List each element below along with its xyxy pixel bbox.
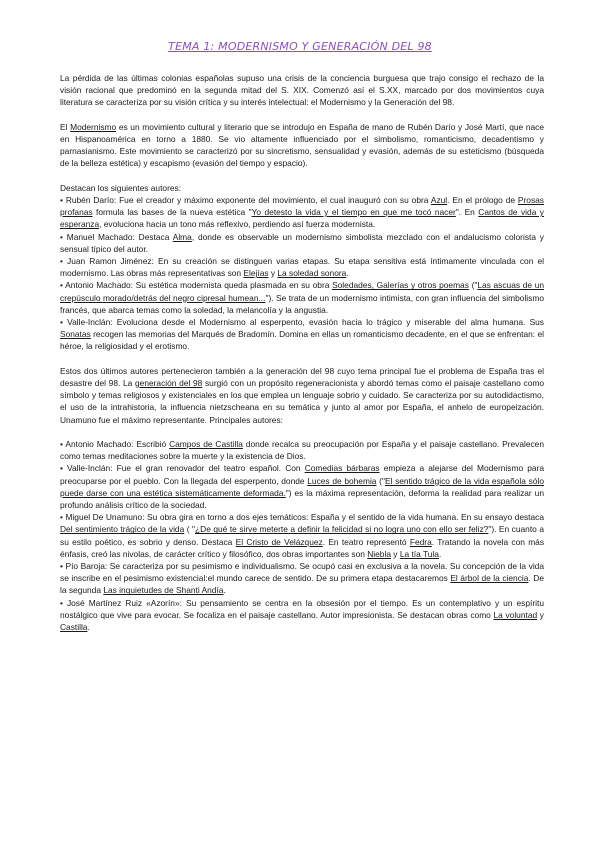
text-run: es un movimiento cultural y literario que se introdujo en España de mano de Rubén Darío y José Martí, que nace en Hispanoamérica en torno a 1880. Se vio altamente influenciado por el simbolismo, romanticismo, decadentismo y parnasianismo. Este movimiento se caracterizó por su sincretismo, sensualidad y evasión, además de su esteticismo (búsqueda de la belleza estética) y escapismo (evasión del tiempo y espacio). bbox=[60, 121, 545, 169]
text-run: (" bbox=[376, 475, 385, 486]
author-item-valle-inclan bbox=[60, 316, 544, 353]
work-title: Prosas profanas bbox=[60, 195, 544, 218]
work-title: Comedias bárbaras bbox=[304, 463, 380, 474]
text-run: . bbox=[223, 585, 226, 596]
author-item-azorin bbox=[60, 597, 544, 634]
author-item-valle-inclan-98 bbox=[60, 462, 544, 511]
text-run: recogen las memorias del Marqués de Bradomín. Domina en ellas un romanticismo decadente, en el que se enfrentan: el héroe, la religiosidad y el erotismo. bbox=[60, 329, 544, 352]
author-item-antonio-machado-98 bbox=[60, 438, 544, 462]
text-run: • Manuel Machado: Destaca bbox=[60, 231, 173, 242]
text-run: • Valle-Inclán: Evoluciona desde el Modernismo al esperpento, evasión hacia lo trágico y miserable del alma humana. Sus bbox=[60, 317, 544, 328]
work-title: Sonatas bbox=[60, 329, 91, 340]
work-title: La voluntad bbox=[493, 609, 538, 620]
work-title: Las inquietudes de Shanti Andía bbox=[103, 585, 224, 596]
text-run: "). Se trata de un modernismo intimista, con gran influencia del simbolismo francés, que abarca temas como la soledad, la melancolía y la angustia. bbox=[60, 292, 544, 315]
quote: ¿De qué te sirve meterte a definir la felicidad si no logra uno con ello ser feliz? bbox=[195, 524, 489, 535]
quote: Las ascuas de un crepúsculo morado/detrás del negro cipresal humean... bbox=[60, 280, 545, 303]
text-run: • Juan Ramon Jiménez: En su creación se distinguen varias etapas. Su etapa sensitiva está íntimamente vinculada con el modernismo. Las obras más representativas son bbox=[60, 256, 544, 279]
work-title: El Cristo de Velázquez bbox=[235, 536, 323, 547]
text-run: ( " bbox=[184, 524, 196, 535]
text-run: donde recalca su preocupación por España y el paisaje castellano. Prevalecen como temas meditaciones sobre la muerte y la existencia de Dios. bbox=[60, 439, 544, 462]
work-title: El árbol de la ciencia bbox=[450, 573, 529, 584]
text-run: • José Martínez Ruiz «Azorín»: Su pensamiento se centra en la obsesión por el tiempo. Es un contemplativo y un espíritu nostálgico que vive para evocar. Se focaliza en el paisaje castellano. Autor impresionista. Se destacan obras como bbox=[60, 597, 544, 620]
work-title: Elejías bbox=[243, 268, 269, 279]
text-run: y bbox=[390, 548, 400, 559]
generation-98-paragraph bbox=[60, 365, 544, 426]
generation-98-authors-block bbox=[60, 438, 544, 633]
quote: El sentido trágico de la vida española sólo puede darse con una estética sistemáticamente deformada. bbox=[60, 475, 544, 498]
author-item-baroja bbox=[60, 560, 544, 597]
text-run: . En el prólogo de bbox=[447, 195, 518, 205]
document-title: TEMA 1: MODERNISMO Y GENERACIÓN DEL 98 bbox=[168, 40, 432, 53]
work-title: Niebla bbox=[367, 548, 391, 559]
text-run: • Antonio Machado: Su estética modernista queda plasmada en su obra bbox=[60, 280, 333, 291]
underlined-term: generación del 98 bbox=[135, 378, 203, 389]
text-run: . bbox=[346, 268, 349, 279]
text-run: y bbox=[268, 268, 278, 279]
work-title: Azul bbox=[430, 195, 448, 205]
text-run: surgió con un propósito regeneracionista y abordó temas como el paisaje castellano como símbolo y temas religiosos y existenciales en los que emplea un lenguaje sobrio y cuidado. Se caracteriza por su autodidactismo, el uso de la intrahistoria, la influencia nietzscheana en su temática y junto al amor por España, el anhelo de europeización. Unamuno fue el máximo representante. Principales autores: bbox=[60, 378, 544, 425]
author-item-jimenez bbox=[60, 255, 544, 279]
text-run: ". En bbox=[455, 207, 479, 218]
text-run: . En teatro representó bbox=[322, 536, 410, 547]
work-title: Campos de Castilla bbox=[169, 439, 243, 450]
intro-paragraph: La pérdida de las últimas colonias españolas supuso una crisis de la conciencia burguesa que trajo consigo el rechazo de la visión racional que predominó en la segunda mitad del S. XIX. Comenzó así el S.XX, marcado por dos movimientos cuya literatura se caracteriza por su visión crítica y su interés intelectual: el Modernismo y la Generación del 98. bbox=[60, 73, 544, 108]
work-title: Alma bbox=[172, 231, 192, 242]
document-body bbox=[60, 72, 544, 633]
work-title: Fedra bbox=[409, 536, 432, 547]
text-run: Estos dos últimos autores pertenecieron también a la generación del 98 cuyo tema principal fue el problema de España tras el desastre del 98. La bbox=[60, 365, 544, 389]
text-run: . De la segunda bbox=[60, 573, 544, 596]
underlined-term: Modernismo bbox=[70, 121, 117, 132]
text-run: . Tratando la novela con más énfasis, creó las nivolas, de carácter crítico y filosófico, dos obras importantes son bbox=[60, 536, 545, 559]
work-title: Luces de bohemia bbox=[307, 475, 377, 486]
work-title: La soledad sonora bbox=[277, 268, 347, 279]
work-title: Cantos de vida y esperanza bbox=[60, 207, 544, 230]
text-run: El bbox=[60, 121, 71, 132]
author-item-unamuno bbox=[60, 511, 544, 560]
author-item-antonio-machado bbox=[60, 279, 544, 316]
text-run: • Pío Baroja: Se caracteriza por su pesimismo e individualismo. Se ocupó casi en exclusiva a la novela. Su concepción de la vida se inscribe en el pesimismo existencial:el mundo carece de sentido. De su primera etapa destacaremos bbox=[60, 561, 544, 584]
text-run: "). En cuanto a su estilo poético, es sobrio y denso. Destaca bbox=[60, 524, 544, 547]
text-run: , evoluciona hacia un tono más reflexivo, perdiendo así fuerza modernista. bbox=[99, 219, 376, 230]
text-run: • Valle-Inclán: Fue el gran renovador del teatro español. Con bbox=[60, 463, 305, 474]
work-title: Del sentimiento trágico de la vida bbox=[60, 524, 185, 535]
text-run: • Rubén Darío: Fue el creador y máximo exponente del movimiento, el cual inauguró con su obra bbox=[60, 195, 431, 205]
text-run: • Miguel De Unamuno: Su obra gira en torno a dos ejes temáticos: España y el sentido de la vida humana. En su ensayo destaca bbox=[60, 512, 544, 523]
text-run: • Antonio Machado: Escribió bbox=[60, 439, 170, 450]
text-run: empieza a alejarse del Modernismo para preocuparse por el pueblo. Con la llegada del esperpento, donde bbox=[60, 463, 544, 486]
authors-heading: Destacan los siguientes autores: bbox=[60, 182, 182, 193]
quote: Yo detesto la vida y el tiempo en que me tocó nacer bbox=[251, 207, 456, 218]
work-title: La tía Tula bbox=[399, 548, 439, 559]
text-run: ") es la máxima representación, deforma la realidad para realizar un profundo análisis crítico de la sociedad. bbox=[60, 487, 544, 511]
modernismo-paragraph bbox=[60, 121, 544, 170]
author-item-dario bbox=[60, 194, 544, 231]
work-title: Soledades, Galerías y otros poemas bbox=[332, 280, 469, 291]
work-title: Castilla bbox=[60, 622, 88, 633]
text-run: formula las bases de la nueva estética " bbox=[92, 207, 252, 218]
author-item-manuel-machado bbox=[60, 231, 544, 255]
text-run: y bbox=[537, 609, 544, 620]
text-run: (" bbox=[468, 280, 478, 291]
text-run: , donde es observable un modernismo simbolista mezclado con el andalucismo colorista y sensual típico del autor. bbox=[60, 231, 544, 254]
text-run: . bbox=[87, 622, 90, 633]
text-run: . bbox=[438, 548, 442, 559]
modernismo-authors-block bbox=[60, 182, 544, 353]
